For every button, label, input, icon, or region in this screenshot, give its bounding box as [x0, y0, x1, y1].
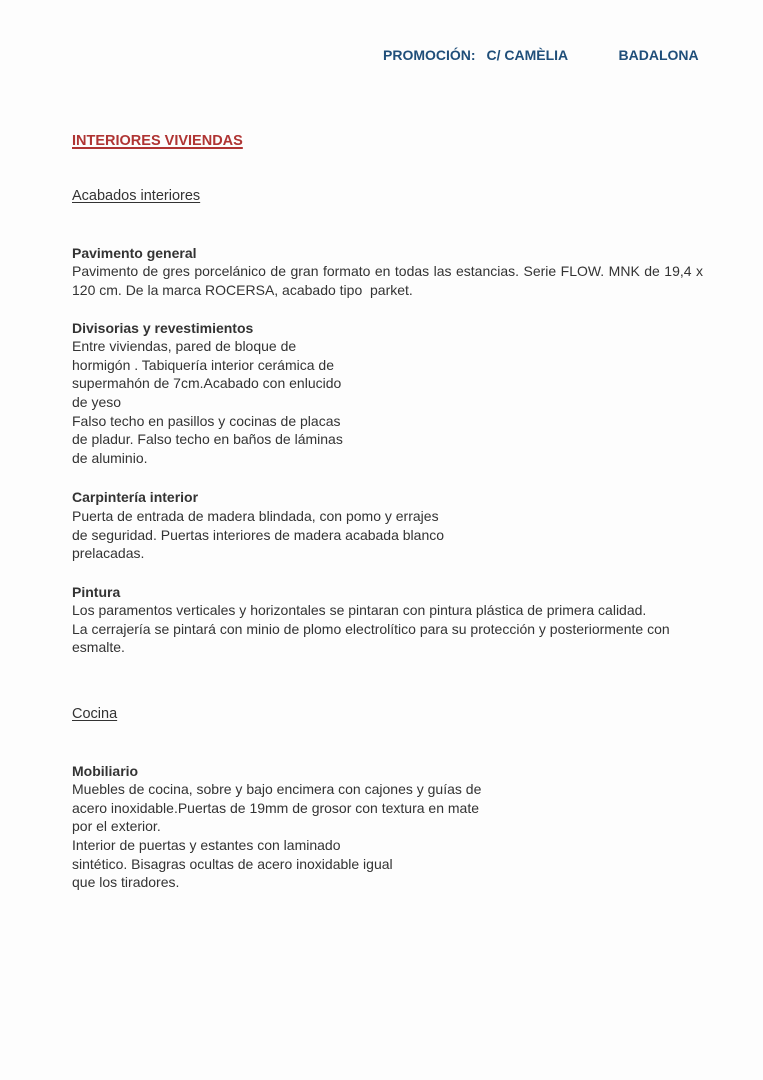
- body-line: de yeso: [72, 393, 122, 410]
- body-line: hormigón . Tabiquería interior cerámica de: [72, 356, 334, 373]
- section-body: [72, 780, 703, 892]
- body-line: La cerrajería se pintará con minio de plomo electrolítico para su protección y posteriormente con: [72, 620, 670, 637]
- section-body: [72, 337, 703, 467]
- section-mobiliario: [72, 762, 703, 892]
- promo-label: PROMOCIÓN:: [383, 47, 476, 63]
- body-line: de pladur. Falso techo en baños de láminas: [72, 431, 343, 448]
- section-pavimento: [72, 244, 703, 300]
- body-line: supermahón de 7cm.Acabado con enlucido: [72, 375, 342, 392]
- section-carpinteria: [72, 488, 703, 562]
- section-body: [72, 507, 703, 563]
- section-heading: Divisorias y revestimientos: [72, 319, 254, 336]
- body-line: de seguridad. Puertas interiores de madera acabada blanco: [72, 526, 445, 543]
- section-pintura: [72, 583, 703, 657]
- subtitle-cocina: Cocina: [72, 706, 118, 723]
- section-body: [72, 262, 703, 299]
- body-line: esmalte.: [72, 639, 125, 656]
- body-line: Falso techo en pasillos y cocinas de placas: [72, 412, 341, 429]
- section-heading: Pintura: [72, 583, 121, 600]
- body-line: acero inoxidable.Puertas de 19mm de grosor con textura en mate: [72, 799, 480, 816]
- body-line: Interior de puertas y estantes con laminado: [72, 837, 341, 854]
- subtitle-acabados: Acabados interiores: [72, 188, 201, 205]
- body-line: por el exterior.: [72, 818, 161, 835]
- promo-city: BADALONA: [618, 47, 699, 63]
- body-line: Muebles de cocina, sobre y bajo encimera con cajones y guías de: [72, 781, 482, 798]
- body-line: Puerta de entrada de madera blindada, con pomo y errajes: [72, 507, 439, 524]
- body-line: sintético. Bisagras ocultas de acero inoxidable igual: [72, 855, 393, 872]
- body-line: de aluminio.: [72, 449, 148, 466]
- main-title: INTERIORES VIVIENDAS: [72, 132, 243, 149]
- body-line: prelacadas.: [72, 545, 145, 562]
- section-heading: Pavimento general: [72, 244, 197, 261]
- body-line: Entre viviendas, pared de bloque de: [72, 338, 297, 355]
- section-heading: Mobiliario: [72, 762, 139, 779]
- body-line: 120 cm. De la marca ROCERSA, acabado tipo parket.: [72, 281, 413, 298]
- section-heading: Carpintería interior: [72, 489, 199, 506]
- promo-street: C/ CAMÈLIA: [486, 47, 568, 63]
- section-body: [72, 601, 703, 657]
- promo-header: [72, 46, 703, 65]
- body-line: Pavimento de gres porcelánico de gran formato en todas las estancias. Serie FLOW. MNK de 19,4 x: [72, 263, 703, 280]
- body-line: Los paramentos verticales y horizontales se pintaran con pintura plástica de primera calidad.: [72, 602, 647, 619]
- body-line: que los tiradores.: [72, 874, 180, 891]
- section-divisorias: [72, 319, 703, 468]
